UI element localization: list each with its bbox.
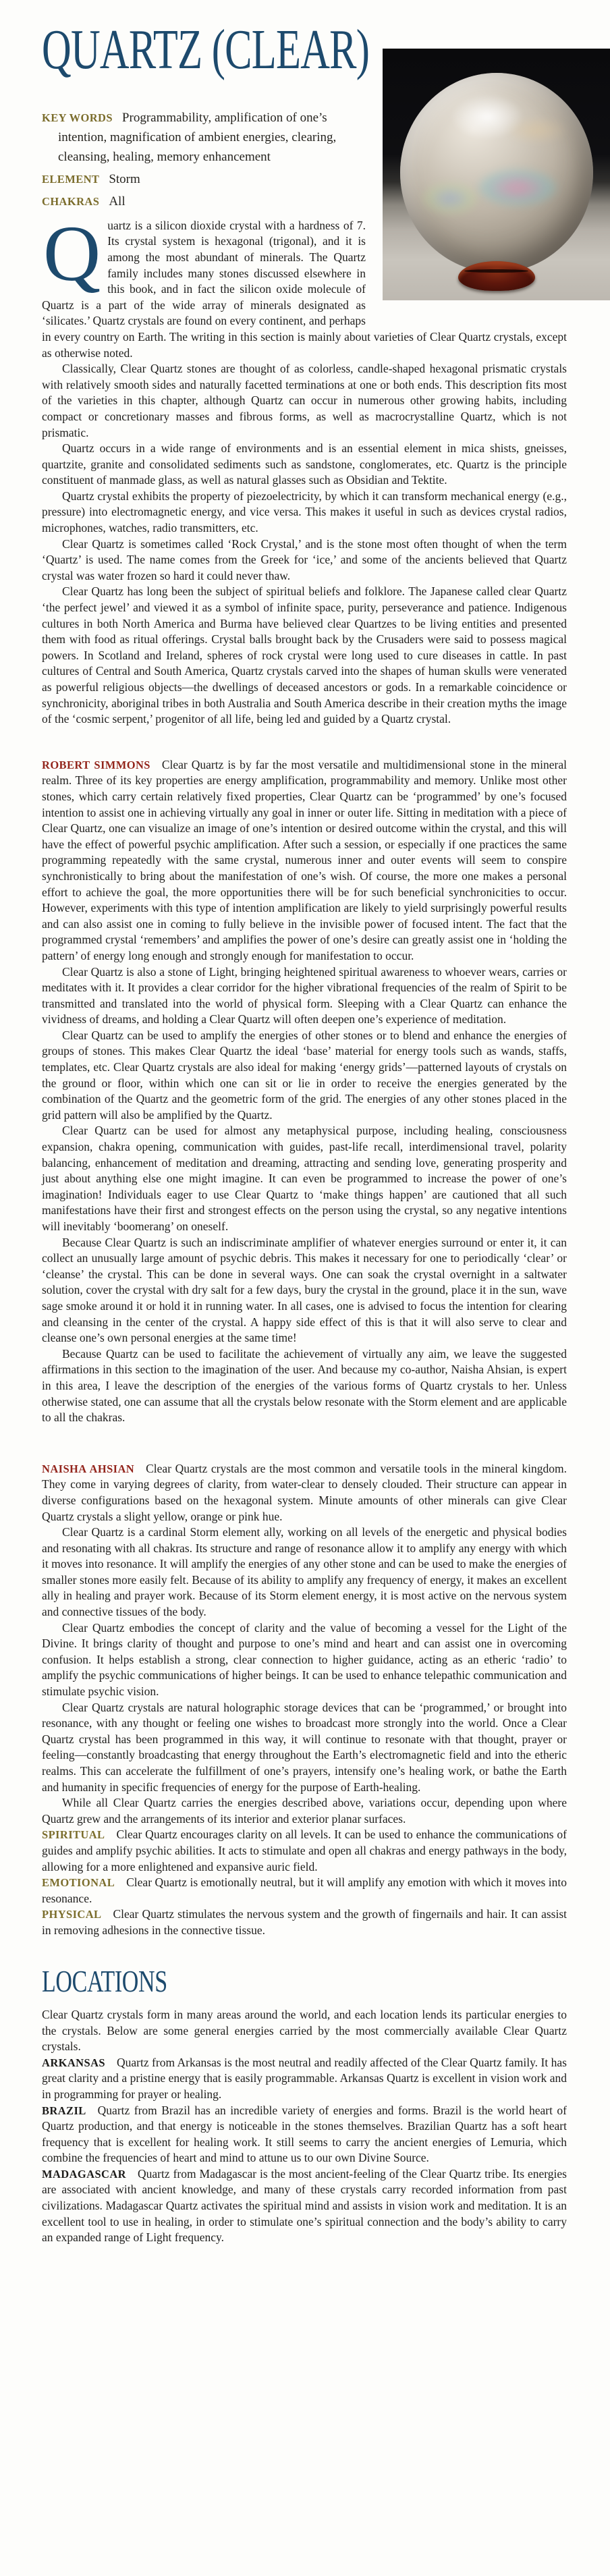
naisha-ahsian-paragraph: Clear Quartz is a cardinal Storm element ally, working on all levels of the energetic and physical bodies and resonating with all chakras. Its structure and range of resonance allow it to amplify any energy with which it moves into resonance. It will amplify the energies of any other stone and can be used to make the energies of smaller stones more easily felt. Because of its ability to amplify any frequency of energy, it makes an excellent ally in healing and prayer work. Because of its Storm element energy, it is most active on the nervous system and connective tissues of the body. <box>42 1525 567 1619</box>
attribute-row-keywords <box>42 108 362 167</box>
chakras-label: CHAKRAS <box>42 194 100 208</box>
physical-label: PHYSICAL <box>42 1908 102 1921</box>
robert-simmons-paragraph: Because Clear Quartz is such an indiscriminate amplifier of whatever energies surround or enter it, it can collect an unusually large amount of psychic debris. This makes it necessary for one to periodically ‘clear’ or ‘cleanse’ the crystal. This can be done in several ways. One can soak the crystal overnight in a saltwater solution, cover the crystal with dry salt for a few days, bury the crystal in the ground, place it in the sun, wave sage smoke around it or hold it in running water. In all cases, one is advised to focus the intention for clearing and cleansing in the center of the crystal. A happy side effect of this is that it will also serve to clear and cleanse one’s own personal energies at the same time! <box>42 1235 567 1345</box>
spiritual-text: Clear Quartz encourages clarity on all levels. It can be used to enhance the communications of guides and amplify psychic abilities. It acts to stimulate and open all chakras and energy pathways in the body, allowing for a more enlightened and expansive auric field. <box>42 1828 567 1873</box>
intro-paragraph: Quartz occurs in a wide range of environments and is an essential element in mica shists, gneisses, quartzite, granite and consolidated sediments such as sandstone, conglomerates, etc. Quartz is the principle constituent of manmade glass, as well as natural glasses such as Obsidian and Tektite. <box>42 441 567 487</box>
emotional-paragraph <box>42 1875 567 1907</box>
page-title: QUARTZ (CLEAR) <box>42 18 370 81</box>
attribute-row-element <box>42 169 362 189</box>
wooden-stand <box>458 261 535 291</box>
chakras-value: All <box>109 194 126 209</box>
brazil-label: BRAZIL <box>42 2104 86 2117</box>
location-madagascar-paragraph <box>42 2166 567 2246</box>
dropcap-q: Q <box>43 209 101 298</box>
robert-simmons-paragraph: Clear Quartz can be used for almost any metaphysical purpose, including healing, consciousness expansion, chakra opening, communication with guides, past-life recall, interdimensional travel, polarity balancing, enhancement of meditation and dreaming, attracting and sending love, generating prosperity and just about anything else one might imagine. It can even be programmed to increase the power of one’s imagination! Individuals eager to use Clear Quartz to ‘make things happen’ are cautioned that all such manifestations have their first and strongest effects on the person using the crystal, so any negative intentions will inevitably ‘boomerang’ on oneself. <box>42 1124 567 1234</box>
physical-paragraph <box>42 1907 567 1938</box>
robert-simmons-text: Clear Quartz is by far the most versatile and multidimensional stone in the mineral realm. Three of its key properties are energy amplification, programmability and memory. Unlike most other stones, which carry certain relatively fixed properties, Clear Quartz can be ‘programmed’ by one’s focused intention to assist one in achieving virtually any goal in inner or outer life. Sitting in meditation with a piece of Clear Quartz, one can visualize an image of one’s intention or desired outcome within the crystal, and this will have the effect of powerful psychic amplification. After such a session, or especially if one practices the same programming repeatedly with the same crystal, numerous inner and outer events will seem to conspire synchronistically to bring about the manifestation of one’s wish. Of course, the more one makes a personal effort to achieve the goal, the more opportunities there will be for such beneficial synchronicities to occur. However, experiments with this type of intention amplification are likely to yield surprisingly powerful results and can also assist one in coming to fully believe in the invisible power of focused intent. The fact that the programmed crystal ‘remembers’ and amplifies the power of one’s desire can greatly assist one in ‘holding the pattern’ of energy long enough and strongly enough for manifestation to occur. <box>42 757 567 962</box>
wooden-stand-groove <box>464 269 529 273</box>
attributes-block <box>42 108 362 211</box>
naisha-ahsian-author-label: NAISHA AHSIAN <box>42 1462 135 1475</box>
attribute-row-chakras <box>42 192 362 211</box>
locations-intro: Clear Quartz crystals form in many areas around the world, and each location lends its particular energies to the crystals. Below are some general energies carried by the most commercially available Clear Quartz crystals. <box>42 2007 567 2054</box>
intro-paragraph: Quartz crystal exhibits the property of piezoelectricity, by which it can transform mechanical energy (e.g., pressure) into electromagnetic energy, and vice versa. This makes it useful in such as devices crystal radios, microphones, watches, radio transmitters, etc. <box>42 489 567 535</box>
madagascar-text: Quartz from Madagascar is the most ancient-feeling of the Clear Quartz tribe. Its energies are associated with ancient knowledge, and many of these crystals carry recorded information from past civilizations. Madagascar Quartz activates the spiritual mind and assists in vision work and meditation. It is an excellent tool to use in healing, in order to stimulate one’s spiritual connection and the body’s ability to carry an expanded range of Light frequency. <box>42 2166 567 2245</box>
clear-quartz-sphere-photo <box>383 49 610 300</box>
naisha-ahsian-section <box>42 1461 567 1828</box>
keywords-value: Programmability, amplification of one’s intention, magnification of ambient energies, clearing, cleansing, healing, memory enhancement <box>58 110 337 164</box>
element-value: Storm <box>109 171 140 186</box>
iridescent-patch <box>506 117 567 144</box>
intro-opening-text: uartz is a silicon dioxide crystal with a hardness of 7. Its crystal system is hexagonal (trigonal), and it is among the most abundant of minerals. The Quartz family includes many stones discussed elsewhere in this book, and in fact the silicon oxide molecule of Quartz is a part of the wide array of minerals designated as ‘silicates.’ Quartz crystals are found on every continent, and perhaps in every country on Earth. The writing in this section is mainly about varieties of Clear Quartz crystals, except as otherwise noted. <box>42 218 567 360</box>
naisha-ahsian-paragraph: While all Clear Quartz carries the energies described above, variations occur, depending upon where Quartz grew and the arrangements of its interior and exterior planar surfaces. <box>42 1796 567 1826</box>
locations-section <box>42 2007 567 2246</box>
naisha-ahsian-paragraph: Clear Quartz crystals are natural holographic storage devices that can be ‘programmed,’ or brought into resonance, with any thought or feeling one wishes to broadcast more strongly into the world. Once a Clear Quartz crystal has been programmed in this way, it will continue to resonate with that thought, prayer or feeling—constantly broadcasting that energy throughout the Earth’s electromagnetic field and into the etheric realms. This can accelerate the fulfillment of one’s prayers, intensify one’s healing work, or bathe the Earth and humanity in specific frequencies of energy for the purpose of Earth-healing. <box>42 1700 567 1794</box>
emotional-text: Clear Quartz is emotionally neutral, but it will amplify any emotion with which it moves into resonance. <box>42 1875 567 1905</box>
arkansas-text: Quartz from Arkansas is the most neutral and readily affected of the Clear Quartz family. It has great clarity and a pristine energy that is easily programmable. Arkansas Quartz is excellent in vision work and in programming for prayer or healing. <box>42 2055 567 2101</box>
robert-simmons-paragraph: Clear Quartz can be used to amplify the energies of other stones or to blend and enhance the energies of groups of stones. This makes Clear Quartz the ideal ‘base’ material for energy tools such as wands, staffs, templates, etc. Clear Quartz crystals are also ideal for making ‘energy grids’—patterned layouts of crystals on the ground or floor, within which one can sit or lie in order to receive the energies generated by the combination of the Quartz and the geometric form of the grid. The energies of any other stones placed in the grid pattern will also be amplified by the Quartz. <box>42 1028 567 1122</box>
intro-paragraph: Clear Quartz is sometimes called ‘Rock Crystal,’ and is the stone most often thought of when the term ‘Quartz’ is used. The name comes from the Greek for ‘ice,’ and some of the ancients believed that Quartz crystal was water frozen so hard it could never thaw. <box>42 537 567 582</box>
madagascar-label: MADAGASCAR <box>42 2167 126 2181</box>
robert-simmons-paragraph: Because Quartz can be used to facilitate the achievement of virtually any aim, we leave the suggested affirmations in this section to the imagination of the user. And because my co-author, Naisha Ahsian, is expert in this area, I leave the description of the energies of the various forms of Quartz crystals to her. Unless otherwise stated, one can assume that all the crystals below resonate with the Storm element and are applicable to all the chakras. <box>42 1346 567 1425</box>
location-arkansas-paragraph <box>42 2055 567 2103</box>
naisha-ahsian-text: Clear Quartz crystals are the most common and versatile tools in the mineral kingdom. They come in varying degrees of clarity, from water-clear to densely clouded. Their structure can appear in diverse configurations based on the hexagonal system. Minute amounts of other minerals can give Clear Quartz crystals a slight yellow, orange or pink hue. <box>42 1461 567 1523</box>
aspects-section <box>42 1827 567 1938</box>
iridescent-patch <box>423 183 477 214</box>
crystal-sphere <box>400 73 593 273</box>
keywords-label: KEY WORDS <box>42 111 113 124</box>
naisha-ahsian-paragraph <box>42 1461 567 1525</box>
naisha-ahsian-paragraph: Clear Quartz embodies the concept of clarity and the value of becoming a vessel for the Light of the Divine. It brings clarity of thought and purpose to one’s mind and heart and can assist one in overcoming confusion. It helps establish a strong, clear connection to higher guidance, acting as an etheric ‘radio’ to amplify the psychic communications of higher beings. It can be used to enhance telepathic communication and stimulate psychic vision. <box>42 1620 567 1699</box>
robert-simmons-author-label: ROBERT SIMMONS <box>42 758 150 771</box>
robert-simmons-paragraph: Clear Quartz is also a stone of Light, bringing heightened spiritual awareness to whoever wears, carries or meditates with it. It provides a clear corridor for the higher vibrational frequencies of the realm of Spirit to be transmitted and translated into the world of physical form. Sleeping with a Clear Quartz can enhance the vividness of dreams, and holding a Clear Quartz will often deepen one’s experience of meditation. <box>42 964 567 1026</box>
intro-paragraph: Clear Quartz has long been the subject of spiritual beliefs and folklore. The Japanese called clear Quartz ‘the perfect jewel’ and viewed it as a symbol of infinite space, purity, perseverance and patience. Indigenous cultures in both North America and Burma have believed clear Quartzes to be living entities and presented them with food as ritual offerings. Crystal balls brought back by the Crusaders were said to possess magical powers. In Scotland and Ireland, spheres of rock crystal were long used to cure diseases in cattle. In past cultures of Central and South America, Quartz crystals carved into the shapes of human skulls were venerated as powerful religious objects—the dwellings of deceased ancestors or gods. In a remarkable coincidence or synchronicity, aboriginal tribes in both Australia and South America describe in their creation myths the image of the ‘cosmic serpent,’ progenitor of all life, being led and guided by a Quartz crystal. <box>42 584 567 726</box>
emotional-label: EMOTIONAL <box>42 1876 115 1890</box>
arkansas-label: ARKANSAS <box>42 2056 105 2069</box>
robert-simmons-section <box>42 757 567 1426</box>
robert-simmons-paragraph <box>42 757 567 964</box>
spiritual-label: SPIRITUAL <box>42 1828 105 1842</box>
spiritual-paragraph <box>42 1827 567 1875</box>
physical-text: Clear Quartz stimulates the nervous system and the growth of fingernails and hair. It can assist in removing adhesions in the connective tissue. <box>42 1907 567 1937</box>
intro-paragraph: Classically, Clear Quartz stones are thought of as colorless, candle-shaped hexagonal prismatic crystals with relatively smooth sides and naturally facetted terminations at one or both ends. This description fits most of the varieties in this chapter, although Quartz can occur in numerous other growing habits, including compact or concretionary masses and fibrous forms, as well as macrocrystalline Quartz, which is not prismatic. <box>42 362 567 439</box>
location-brazil-paragraph <box>42 2103 567 2166</box>
brazil-text: Quartz from Brazil has an incredible variety of energies and forms. Brazil is the world heart of Quartz production, and that energy is noticeable in the stones themselves. Brazilian Quartz has a soft heart frequency that is excellent for healing work. It still seems to carry the ancient energies of Lemuria, which combine the frequencies of heart and mind to attune us to our own Divine Source. <box>42 2103 567 2165</box>
iridescent-patch <box>477 169 558 207</box>
element-label: ELEMENT <box>42 172 100 186</box>
locations-heading: LOCATIONS <box>42 1963 167 1998</box>
